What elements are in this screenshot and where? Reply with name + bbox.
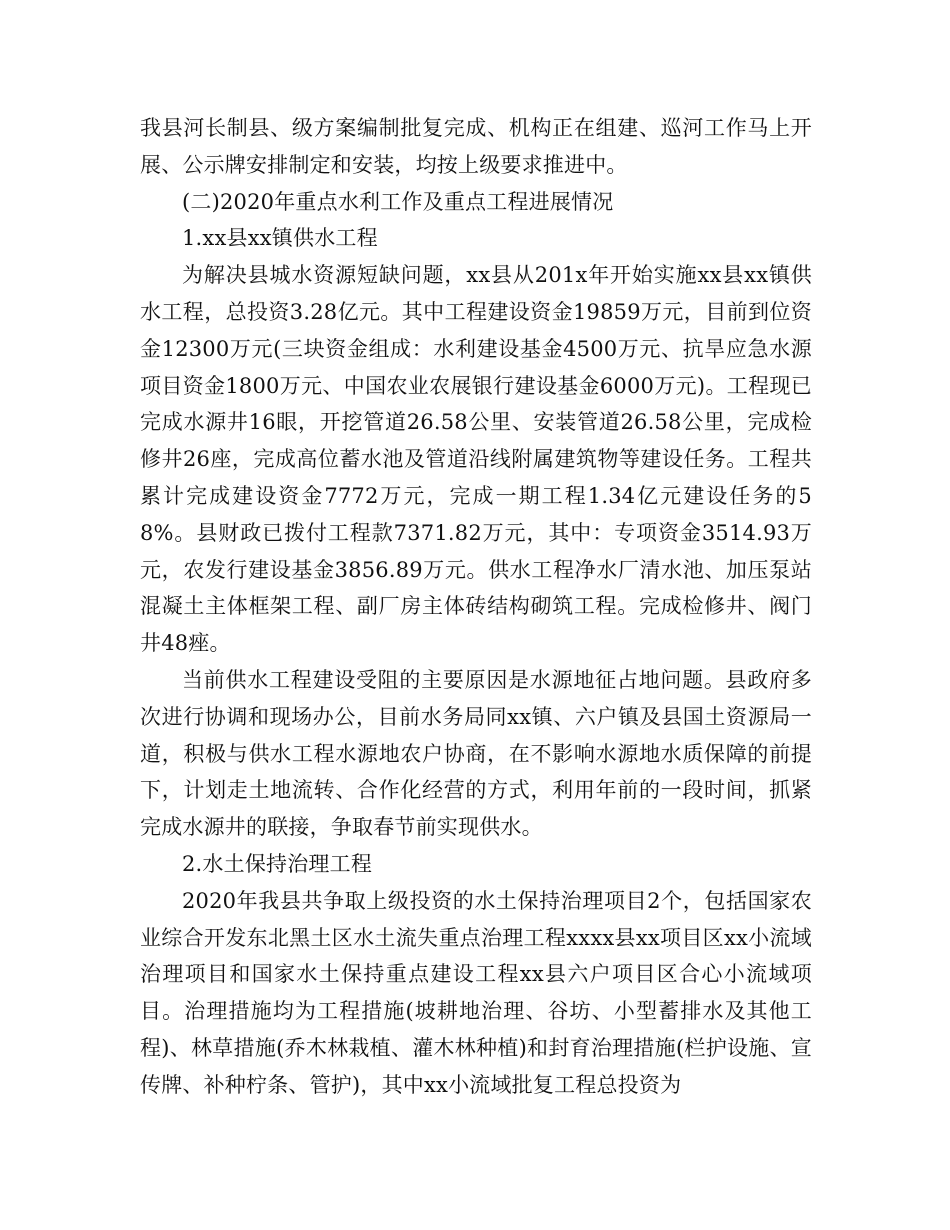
subheading-soil-conservation-project: 2.水土保持治理工程 — [182, 851, 373, 876]
paragraph-water-supply-progress: 为解决县城水资源短缺问题，xx县从201x年开始实施xx县xx镇供水工程，总投资3.28亿元。其中工程建设资金19859万元，目前到位资金12300万元(三块资金组成：水利建设基金4500万元、抗旱应急水源项目资金1800万元、中国农业农展银行建设基金6000万元)。工程现已完成水源井16眼，开挖管道26.58公里、安装管道26.58公里，完成检修井26座，完成高位蓄水池及管道沿线附属建筑物等建设任务。工程共累计完成建设资金7772万元，完成一期工程1.34亿元建设任务的58%。县财政已拨付工程款7371.82万元，其中：专项资金3514.93万元，农发行建设基金3856.89万元。供水工程净水厂清水池、加压泵站混凝土主体框架工程、副厂房主体砖结构砌筑工程。完成检修井、阀门井48痤。 — [140, 263, 812, 656]
paragraph-water-supply-obstacles: 当前供水工程建设受阻的主要原因是水源地征占地问题。县政府多次进行协调和现场办公，目前水务局同xx镇、六户镇及县国土资源局一道，积极与供水工程水源地农户协商，在不影响水源地水质保障的前提下，计划走土地流转、合作化经营的方式，利用年前的一段时间，抓紧完成水源井的联接，争取春节前实现供水。 — [140, 667, 812, 840]
section-heading-2020-key-projects: (二)2020年重点水利工作及重点工程进展情况 — [182, 189, 614, 214]
paragraph-soil-conservation-details: 2020年我县共争取上级投资的水土保持治理项目2个，包括国家农业综合开发东北黑土区水土流失重点治理工程xxxx县xx项目区xx小流域治理项目和国家水土保持重点建设工程xx县六户项目区合心小流域项目。治理措施均为工程措施(坡耕地治理、谷坊、小型蓄排水及其他工程)、林草措施(乔木林栽植、灌木林种植)和封育治理措施(栏护设施、宣传牌、补种柠条、管护)，其中xx小流域批复工程总投资为 — [140, 888, 812, 1097]
document-body — [140, 110, 812, 1104]
paragraph-river-chief-system: 我县河长制县、级方案编制批复完成、机构正在组建、巡河工作马上开展、公示牌安排制定和安装，均按上级要求推进中。 — [140, 116, 812, 177]
subheading-water-supply-project: 1.xx县xx镇供水工程 — [182, 226, 378, 251]
